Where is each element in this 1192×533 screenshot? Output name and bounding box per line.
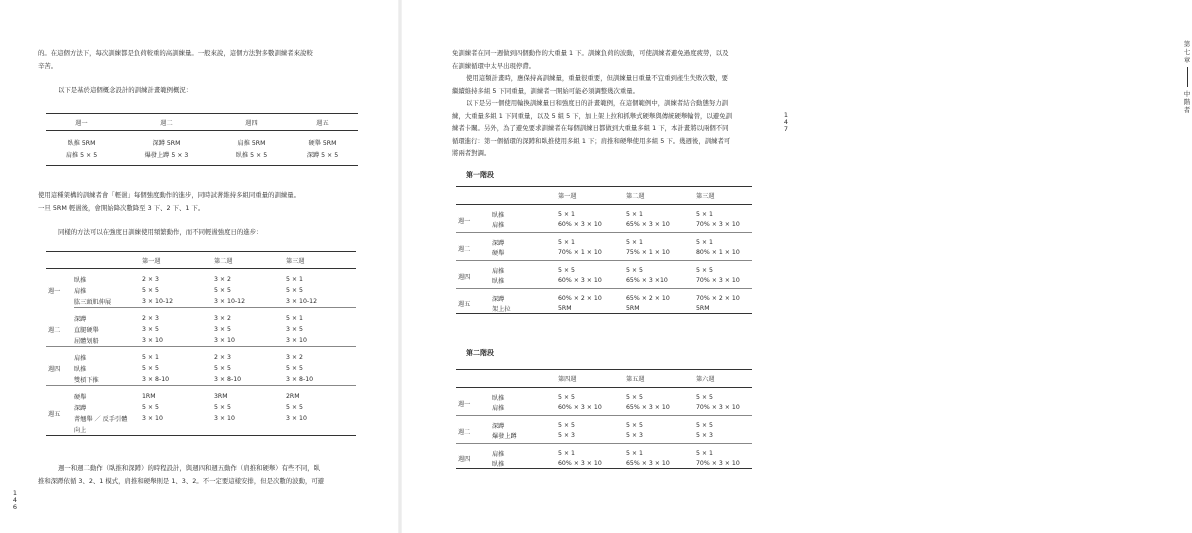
table-row bbox=[46, 148, 358, 166]
table-cell: 5 × 5 bbox=[696, 393, 713, 401]
text-line: 將兩者對調。 bbox=[452, 149, 491, 157]
table-cell: 60% × 3 × 10 bbox=[558, 458, 626, 469]
table-cell: 65% × 3 × 10 bbox=[626, 458, 696, 469]
table-row bbox=[456, 261, 752, 276]
table-cell: 70% × 1 × 10 bbox=[558, 247, 626, 261]
column-header: 週二 bbox=[117, 114, 216, 131]
table-row bbox=[46, 131, 358, 149]
table-cell: 5 × 5 bbox=[558, 421, 575, 429]
table-row bbox=[46, 402, 356, 413]
exercise-cell: 肩推 bbox=[74, 288, 87, 295]
text-line: 循環進行：第一個循環的深蹲和臥推使用多組 1 下；肩推和硬舉使用多組 5 下。幾週後，訓練者可 bbox=[452, 136, 731, 145]
day-label: 週四 bbox=[456, 444, 492, 469]
exercise-cell: 爆發上蹲 bbox=[492, 430, 558, 444]
column-header: 週一 bbox=[46, 114, 117, 131]
table-cell: 70% × 2 × 10 bbox=[696, 294, 740, 302]
table-row bbox=[456, 416, 752, 431]
chapter-char: 中 bbox=[1183, 90, 1191, 98]
section-heading: 第二階段 bbox=[466, 349, 494, 357]
day-label: 週四 bbox=[46, 347, 74, 386]
text-line: 練者卡關。另外，為了避免要求訓練者在每個訓練日都做到大重量多組 1 下，本計畫將以兩個不同 bbox=[452, 124, 729, 132]
column-header bbox=[492, 370, 558, 388]
table-cell: 70% × 3 × 10 bbox=[696, 219, 752, 233]
table-cell: 5 × 3 bbox=[558, 430, 626, 444]
table-cell: 5 × 1 bbox=[626, 449, 643, 457]
table-cell: 65% × 3 ×10 bbox=[626, 275, 696, 289]
exercise-cell: 架上拉 bbox=[492, 303, 558, 314]
table-cell: 5 × 5 bbox=[142, 365, 159, 372]
table-cell: 深蹲 5RM bbox=[152, 139, 181, 147]
text-line: 在訓練循環中太早出現停滯。 bbox=[452, 61, 536, 70]
table-cell: 5 × 5 bbox=[558, 393, 575, 401]
table-cell bbox=[214, 424, 286, 436]
table-row bbox=[46, 308, 356, 325]
table-row bbox=[46, 269, 356, 286]
table-cell: 60% × 3 × 10 bbox=[558, 219, 626, 233]
column-header bbox=[456, 370, 492, 388]
day-label: 週二 bbox=[456, 416, 492, 444]
table-cell: 3 × 5 bbox=[286, 326, 303, 333]
table-cell: 5 × 5 bbox=[626, 393, 643, 401]
table-cell bbox=[286, 424, 356, 436]
table-cell: 5RM bbox=[626, 303, 696, 314]
table-cell: 60% × 3 × 10 bbox=[558, 275, 626, 289]
chapter-char: 第 bbox=[1183, 40, 1191, 48]
table-cell: 3 × 10 bbox=[214, 335, 286, 347]
table-cell: 3 × 8-10 bbox=[286, 374, 356, 386]
table-row bbox=[46, 285, 356, 296]
table-cell: 臥推 5RM bbox=[67, 139, 96, 147]
exercise-cell: 深蹲 bbox=[492, 239, 505, 247]
exercise-cell: 菁翹舉 ／ 反手引體 bbox=[74, 416, 128, 423]
table-cell: 肩推 5 × 5 bbox=[46, 148, 117, 166]
table-cell: 5 × 5 bbox=[214, 404, 231, 411]
table-cell: 3RM bbox=[214, 393, 228, 400]
column-header bbox=[492, 187, 558, 205]
table-cell: 5 × 1 bbox=[558, 449, 575, 457]
exercise-cell: 深蹲 bbox=[74, 405, 87, 412]
text-line: 使用這種架構的訓練者會「輕盪」每個強度動作的進步，同時試著維持多組同重量的訓練量。 bbox=[38, 191, 301, 199]
table-cell: 爆發上蹲 5 × 3 bbox=[117, 148, 216, 166]
table-cell: 3 × 10-12 bbox=[214, 296, 286, 308]
column-header: 第四週 bbox=[558, 370, 626, 388]
table-cell: 3 × 10 bbox=[286, 415, 307, 422]
paragraph bbox=[38, 47, 313, 72]
exercise-cell: 肩推 bbox=[492, 450, 505, 458]
table-cell: 2 × 3 bbox=[214, 354, 231, 361]
table-cell: 3 × 2 bbox=[214, 276, 231, 283]
column-header: 第五週 bbox=[626, 370, 696, 388]
exercise-cell: 雙槓下推 bbox=[74, 374, 142, 386]
table-cell: 5 × 1 bbox=[696, 210, 713, 218]
exercise-cell: 向上 bbox=[74, 424, 142, 436]
table-cell: 3 × 10-12 bbox=[286, 296, 356, 308]
exercise-cell: 肱三頭肌伸展 bbox=[74, 296, 142, 308]
text-line: 以下是另一個使用輪換訓練量日和強度日的計畫範例，在這個範例中，訓練者結合動態努力訓 bbox=[466, 99, 729, 107]
table-row bbox=[456, 402, 752, 416]
digit: 1 bbox=[12, 489, 18, 497]
table-cell: 5 × 5 bbox=[626, 266, 643, 274]
exercise-cell: 屈體划船 bbox=[74, 335, 142, 347]
table-cell: 5 × 1 bbox=[696, 449, 713, 457]
column-header: 週四 bbox=[216, 114, 287, 131]
table-row bbox=[456, 219, 752, 233]
column-header bbox=[456, 187, 492, 205]
table-row bbox=[46, 347, 356, 364]
table-cell: 肩推 5RM bbox=[237, 139, 266, 147]
day-label: 週一 bbox=[456, 388, 492, 416]
table-cell: 5 × 5 bbox=[626, 421, 643, 429]
table-row bbox=[456, 247, 752, 261]
table-cell: 5 × 5 bbox=[286, 365, 303, 372]
table-cell: 5RM bbox=[558, 303, 626, 314]
exercise-cell: 臥推 bbox=[74, 277, 87, 284]
table-cell: 65% × 3 × 10 bbox=[626, 219, 696, 233]
table-cell: 65% × 3 × 10 bbox=[626, 402, 696, 416]
exercise-cell: 肩推 bbox=[492, 219, 558, 233]
paragraph bbox=[452, 72, 729, 97]
table-cell: 5 × 1 bbox=[142, 354, 159, 361]
digit: 4 bbox=[12, 496, 18, 504]
table-cell: 70% × 3 × 10 bbox=[696, 458, 752, 469]
table-cell: 5 × 5 bbox=[214, 287, 231, 294]
exercise-cell: 肩推 bbox=[492, 402, 558, 416]
text-line: 免訓練者在同一週做到四個動作的大重量 1 下。訓練負荷的波動，可使訓練者避免過度疲勞，以及 bbox=[452, 49, 729, 57]
paragraph: 同樣的方法可以在強度日訓練使用頻繁動作，而不同輕盪強度日的進步： bbox=[58, 228, 263, 236]
column-header: 第二週 bbox=[214, 252, 286, 269]
weekly-plan-table bbox=[46, 113, 358, 166]
column-header: 第三週 bbox=[286, 252, 356, 269]
table-cell: 5 × 1 bbox=[286, 315, 303, 322]
text-line: 練，大重量多組 1 下同重量，以及 5 組 5 下，加上架上拉和抓舉式硬舉與傳統硬舉輪替，以避免訓 bbox=[452, 111, 733, 120]
table-row bbox=[456, 388, 752, 403]
column-header: 第二週 bbox=[626, 187, 696, 205]
table-cell: 3 × 5 bbox=[214, 326, 231, 333]
left-page bbox=[0, 0, 400, 533]
column-header: 週五 bbox=[287, 114, 358, 131]
table-cell: 深蹲 5 × 5 bbox=[287, 148, 358, 166]
chapter-char: 章 bbox=[1183, 56, 1191, 64]
exercise-cell: 肩推 bbox=[492, 267, 505, 275]
table-cell: 75% × 1 × 10 bbox=[626, 247, 696, 261]
digit: 1 bbox=[783, 111, 789, 119]
chapter-char: 七 bbox=[1183, 48, 1191, 56]
table-row bbox=[46, 374, 356, 386]
table-cell bbox=[142, 424, 214, 436]
text-line: 一旦 5RM 輕盪後，會開始降次數降至 3 下、2 下、1 下。 bbox=[38, 203, 205, 212]
paragraph bbox=[452, 97, 733, 160]
table-cell: 60% × 3 × 10 bbox=[558, 402, 626, 416]
table-row bbox=[456, 289, 752, 304]
table-cell: 2RM bbox=[286, 393, 300, 400]
table-cell: 5 × 1 bbox=[696, 238, 713, 246]
table-cell: 5 × 1 bbox=[558, 210, 575, 218]
table-row bbox=[46, 324, 356, 335]
table-cell: 5 × 5 bbox=[214, 365, 231, 372]
table-cell: 5 × 5 bbox=[696, 421, 713, 429]
text-line: 的。在這個方法下，每次訓練都是負荷較重的高訓練量。一般來說，這個方法對多數訓練者來說較 bbox=[38, 49, 313, 57]
table-cell: 5 × 1 bbox=[558, 238, 575, 246]
page-number bbox=[11, 490, 19, 511]
exercise-cell: 深蹲 bbox=[492, 422, 505, 430]
table-row bbox=[456, 458, 752, 469]
table-cell: 臥推 5 × 5 bbox=[216, 148, 287, 166]
table-cell: 65% × 2 × 10 bbox=[626, 294, 670, 302]
exercise-cell: 臥推 bbox=[492, 211, 505, 219]
table-cell: 2 × 3 bbox=[142, 315, 159, 322]
table-cell: 80% × 1 × 10 bbox=[696, 247, 752, 261]
phase-one-table bbox=[456, 186, 752, 314]
table-cell: 5 × 3 bbox=[696, 430, 752, 444]
table-cell: 5RM bbox=[696, 303, 752, 314]
table-cell: 3 × 8-10 bbox=[214, 374, 286, 386]
day-label: 週五 bbox=[46, 386, 74, 436]
strength-day-table bbox=[46, 251, 356, 436]
table-row bbox=[46, 363, 356, 374]
table-cell: 5 × 1 bbox=[286, 276, 303, 283]
chapter-divider bbox=[1187, 67, 1188, 87]
table-row bbox=[46, 386, 356, 403]
exercise-cell: 深蹲 bbox=[492, 295, 505, 303]
table-cell: 3 × 2 bbox=[214, 315, 231, 322]
table-cell: 3 × 10 bbox=[142, 415, 163, 422]
text-line: 週一和週二動作（臥推和深蹲）的時程設計，與週四和週五動作（肩推和硬舉）有些不同，臥 bbox=[58, 464, 321, 472]
table-row bbox=[456, 205, 752, 220]
phase-two-table bbox=[456, 369, 752, 469]
table-cell: 5 × 1 bbox=[626, 210, 643, 218]
table-cell: 70% × 3 × 10 bbox=[696, 402, 752, 416]
table-row bbox=[46, 296, 356, 308]
table-cell: 5 × 1 bbox=[626, 238, 643, 246]
page-number bbox=[782, 112, 790, 133]
day-label: 週二 bbox=[456, 233, 492, 261]
chapter-char: 階 bbox=[1183, 98, 1191, 106]
day-label: 週四 bbox=[456, 261, 492, 289]
column-header: 第六週 bbox=[696, 370, 752, 388]
exercise-cell: 臥推 bbox=[492, 458, 558, 469]
paragraph bbox=[38, 462, 325, 487]
table-cell: 5 × 5 bbox=[696, 266, 713, 274]
table-cell: 3 × 10 bbox=[142, 335, 214, 347]
table-row bbox=[46, 335, 356, 347]
exercise-cell: 臥推 bbox=[74, 366, 87, 373]
table-cell: 5 × 5 bbox=[286, 404, 303, 411]
text-line: 使用這類計畫時，應保持高訓練量，重量很重要，但訓練量日重量不宜重到產生失敗次數，要 bbox=[466, 74, 729, 82]
column-header bbox=[74, 252, 142, 269]
table-cell: 5 × 5 bbox=[286, 287, 303, 294]
table-cell: 3 × 8-10 bbox=[142, 374, 214, 386]
text-line: 繼續維持多組 5 下同重量，訓練者一開始可能必須調整幾次重量。 bbox=[452, 86, 640, 95]
table-cell: 3 × 10-12 bbox=[142, 296, 214, 308]
table-cell: 5 × 5 bbox=[558, 266, 575, 274]
day-label: 週一 bbox=[48, 288, 61, 296]
table-row bbox=[46, 424, 356, 436]
digit: 7 bbox=[783, 125, 789, 133]
table-cell: 硬舉 5RM bbox=[308, 139, 337, 147]
column-header bbox=[46, 252, 74, 269]
section-heading: 第一階段 bbox=[466, 171, 494, 179]
exercise-cell: 直腿硬舉 bbox=[74, 327, 99, 334]
exercise-cell: 硬舉 bbox=[492, 247, 558, 261]
paragraph bbox=[452, 47, 729, 72]
text-line: 辛苦。 bbox=[38, 61, 58, 70]
exercise-cell: 臥推 bbox=[492, 275, 558, 289]
paragraph: 以下是基於這個概念設計的訓練計畫範例概況： bbox=[58, 86, 193, 94]
table-cell: 5 × 5 bbox=[142, 287, 159, 294]
paragraph bbox=[38, 189, 300, 214]
day-label: 週五 bbox=[456, 289, 492, 314]
day-label: 週二 bbox=[46, 308, 74, 347]
table-cell: 60% × 2 × 10 bbox=[558, 294, 602, 302]
table-row bbox=[456, 275, 752, 289]
column-header: 第三週 bbox=[696, 187, 752, 205]
text-line: 推和深蹲依循 3、2、1 模式，肩推和硬舉則是 1、3、2。不一定要這樣安排，但是次數的波動，可避 bbox=[38, 476, 325, 485]
table-cell: 70% × 3 × 10 bbox=[696, 275, 752, 289]
digit: 6 bbox=[12, 503, 18, 511]
table-cell: 3 × 5 bbox=[142, 326, 159, 333]
table-cell: 5 × 5 bbox=[142, 404, 159, 411]
table-cell: 3 × 10 bbox=[214, 415, 235, 422]
column-header: 第一週 bbox=[558, 187, 626, 205]
column-header: 第一週 bbox=[142, 252, 214, 269]
table-row bbox=[46, 413, 356, 424]
exercise-cell: 肩推 bbox=[74, 355, 87, 362]
table-cell: 3 × 10 bbox=[286, 335, 356, 347]
exercise-cell: 臥推 bbox=[492, 394, 505, 402]
table-row bbox=[456, 303, 752, 314]
exercise-cell: 深蹲 bbox=[74, 316, 87, 323]
table-cell: 2 × 3 bbox=[142, 276, 159, 283]
table-row bbox=[456, 430, 752, 444]
exercise-cell: 硬舉 bbox=[74, 394, 87, 401]
table-row bbox=[456, 444, 752, 459]
day-label: 週一 bbox=[456, 205, 492, 233]
table-cell: 1RM bbox=[142, 393, 156, 400]
table-cell: 3 × 2 bbox=[286, 354, 303, 361]
chapter-label bbox=[1182, 40, 1192, 114]
table-cell: 5 × 3 bbox=[626, 430, 696, 444]
chapter-char: 者 bbox=[1183, 106, 1191, 114]
table-row bbox=[456, 233, 752, 248]
digit: 4 bbox=[783, 118, 789, 126]
